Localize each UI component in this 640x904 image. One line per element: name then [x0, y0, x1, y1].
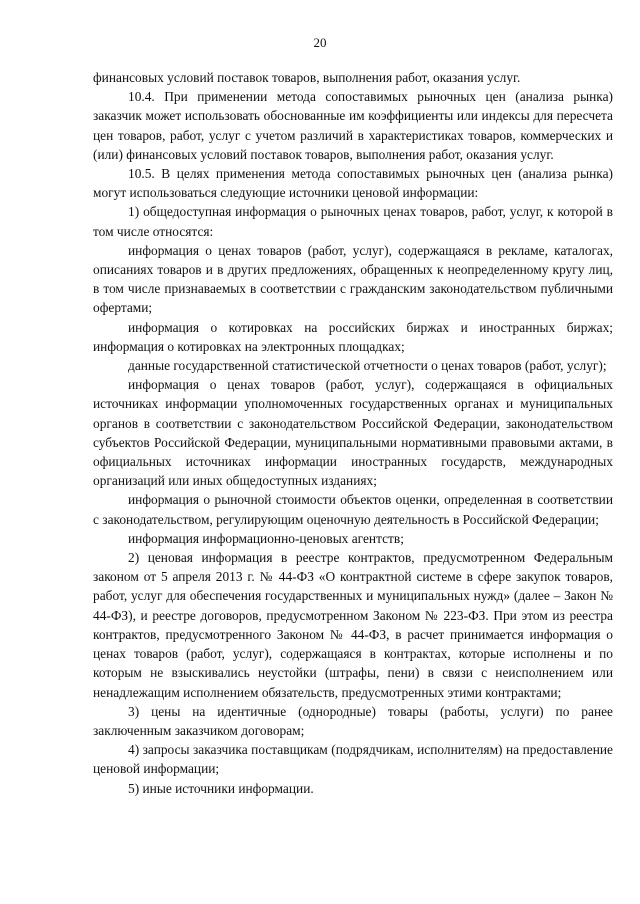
list-subitem-advertising: информация о ценах товаров (работ, услуг), содержащаяся в рекламе, каталогах, описаниях товаров и в других предложениях, обращенных к неопределенному кругу лиц, в том числе признаваемых в соответствии с гражданским законодательством публичными офертами; [93, 242, 613, 316]
list-item-3: 3) цены на идентичные (однородные) товары (работы, услуги) по ранее заключенным заказчиком договорам; [93, 703, 613, 738]
list-item-5: 5) иные источники информации. [128, 780, 314, 796]
list-subitem-exchange-quotes: информация о котировках на российских биржах и иностранных биржах; информация о котировках на электронных площадках; [93, 319, 613, 354]
page-number: 20 [313, 35, 327, 50]
list-subitem-official-sources: информация о ценах товаров (работ, услуг), содержащаяся в официальных источниках информации уполномоченных государственных органах и муниципальных органов в соответствии с законодательством Российской Федерации, законодательством субъектов Российской Федерации, муниципальными нормативными правовыми актами, в официальных источниках информации иностранных государств, международных организаций или иных общедоступных изданиях; [93, 377, 613, 489]
paragraph-10-5: 10.5. В целях применения метода сопоставимых рыночных цен (анализа рынка) могут использоваться следующие источники ценовой информации: [93, 166, 613, 201]
paragraph-10-4: 10.4. При применении метода сопоставимых рыночных цен (анализа рынка) заказчик может использовать обоснованные им коэффициенты или индексы для пересчета цен товаров, работ, услуг с учетом различий в характеристиках товаров, коммерческих и (или) финансовых условий поставок товаров, выполнения работ, оказания услуг. [93, 89, 613, 162]
list-subitem-statistics: данные государственной статистической отчетности о ценах товаров (работ, услуг); [128, 358, 607, 374]
list-item-2: 2) ценовая информация в реестре контрактов, предусмотренном Федеральным законом от 5 апреля 2013 г. № 44-ФЗ «О контрактной системе в сфере закупок товаров, работ, услуг для обеспечения государственных и муниципальных нужд» (далее – Закон № 44-ФЗ), и реестре договоров, предусмотренном Законом № 223-ФЗ. При этом из реестра контрактов, предусмотренного Законом № 44-ФЗ, в расчет принимается информация о ценах товаров (работ, услуг), содержащаяся в контрактах, которые исполнены и по которым не взыскивались неустойки (штрафы, пени) в связи с неисполнением или ненадлежащим исполнением обязательств, предусмотренных этими контрактами; [93, 550, 613, 700]
document-body [93, 68, 613, 798]
list-item-4: 4) запросы заказчика поставщикам (подрядчикам, исполнителям) на предоставление ценовой информации; [93, 742, 613, 777]
list-subitem-valuation: информация о рыночной стоимости объектов оценки, определенная в соответствии с законодательством, регулирующим оценочную деятельность в Российской Федерации; [93, 492, 613, 527]
list-item-1: 1) общедоступная информация о рыночных ценах товаров, работ, услуг, к которой в том числе относятся: [93, 204, 613, 239]
paragraph-continuation: финансовых условий поставок товаров, выполнения работ, оказания услуг. [93, 70, 521, 85]
list-subitem-price-agencies: информация информационно-ценовых агентств; [128, 530, 404, 546]
